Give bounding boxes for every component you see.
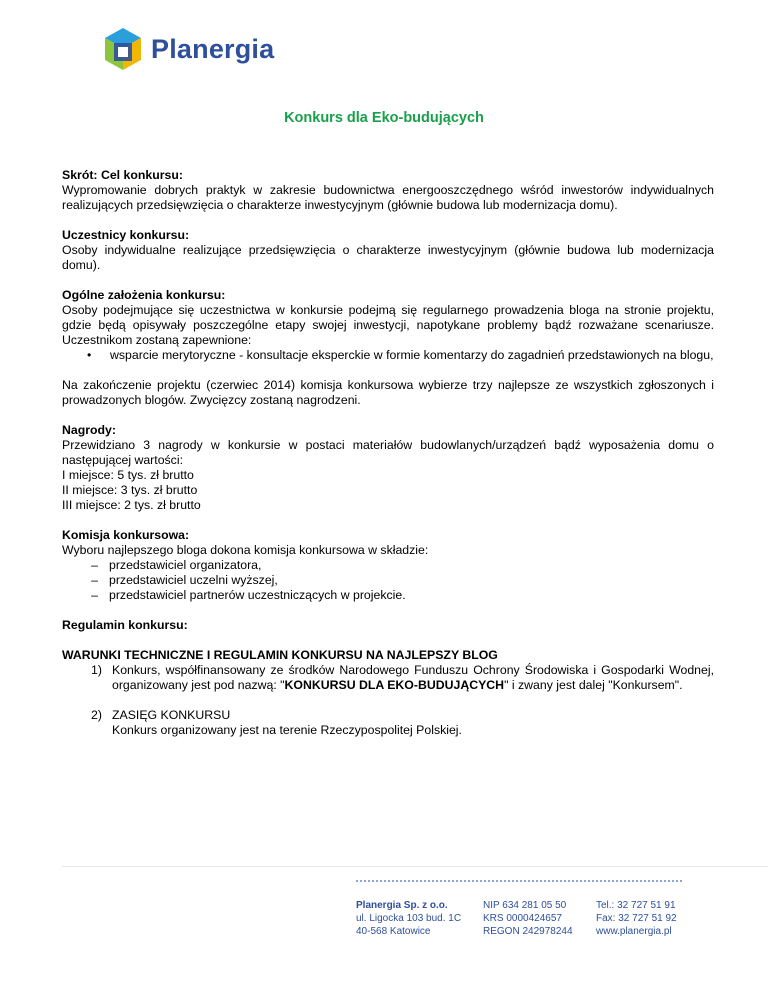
bullet-text: wsparcie merytoryczne - konsultacje eksperckie w formie komentarzy do zagadnień przedstawionych na blogu, xyxy=(110,348,714,362)
bullet-marker: • xyxy=(87,348,92,362)
section-text: Na zakończenie projektu (czerwiec 2014) komisja konkursowa wybierze trzy najlepsze ze wszystkich zgłoszonych i prowadzonych blogów. Zwycięzcy zostaną nagrodzeni. xyxy=(62,378,714,407)
prize-item: III miejsce: 2 tys. zł brutto xyxy=(62,498,201,512)
committee-item-text: przedstawiciel partnerów uczestniczących w projekcie. xyxy=(109,588,406,602)
document-body xyxy=(62,168,714,753)
bullet-item xyxy=(62,348,714,363)
footer-registry xyxy=(483,899,573,938)
section-ogolne xyxy=(62,288,714,363)
item-number: 1) xyxy=(91,663,102,677)
section-title: Regulamin konkursu: xyxy=(62,618,188,632)
item-number: 2) xyxy=(91,708,102,722)
footer-line: ul. Ligocka 103 bud. 1C xyxy=(356,913,462,924)
section-title: Uczestnicy konkursu: xyxy=(62,228,190,242)
footer-line: www.planergia.pl xyxy=(596,926,672,937)
section-text: Osoby podejmujące się uczestnictwa w konkursie podejmą się regularnego prowadzenia bloga na stronie projektu, gdzie będą opisywały poszczególne etapy swojej inwestycji, napotykane problemy bądź rozważane scenariusze. Uczestnikom zostaną zapewnione: xyxy=(62,303,714,347)
dash-marker: – xyxy=(91,573,98,587)
logo xyxy=(101,26,274,72)
section-title: Nagrody: xyxy=(62,423,116,437)
footer-line: Planergia Sp. z o.o. xyxy=(356,900,448,911)
section-title: Ogólne założenia konkursu: xyxy=(62,288,226,302)
item-title: ZASIĘG KONKURSU xyxy=(112,708,231,722)
section-zakonczenie xyxy=(62,378,714,408)
committee-item xyxy=(62,588,714,603)
footer-line: NIP 634 281 05 50 xyxy=(483,900,567,911)
page-title: Konkurs dla Eko-budujących xyxy=(284,110,484,126)
committee-item-text: przedstawiciel organizatora, xyxy=(109,558,262,572)
section-title: WARUNKI TECHNICZNE I REGULAMIN KONKURSU NA NAJLEPSZY BLOG xyxy=(62,648,498,662)
planergia-logo-icon xyxy=(101,26,145,72)
numbered-item xyxy=(62,708,714,738)
prize-item: I miejsce: 5 tys. zł brutto xyxy=(62,468,194,482)
section-nagrody xyxy=(62,423,714,513)
committee-item-text: przedstawiciel uczelni wyższej, xyxy=(109,573,278,587)
section-warunki xyxy=(62,648,714,738)
footer-line: KRS 0000424657 xyxy=(483,913,562,924)
logo-text: Planergia xyxy=(151,33,275,64)
footer-company xyxy=(356,899,461,938)
item-text: Konkurs organizowany jest na terenie Rzeczypospolitej Polskiej. xyxy=(112,723,462,737)
dash-marker: – xyxy=(91,558,98,572)
section-text: Wyboru najlepszego bloga dokona komisja konkursowa w składzie: xyxy=(62,543,429,557)
section-text: Osoby indywidualne realizujące przedsięwzięcia o charakterze inwestycyjnym (głównie budowa lub modernizacja domu). xyxy=(62,243,714,272)
footer-divider xyxy=(62,866,768,867)
footer-line: REGON 242978244 xyxy=(483,926,573,937)
item-text-b: " i zwany jest dalej "Konkursem". xyxy=(504,678,683,692)
section-komisja xyxy=(62,528,714,603)
footer-dotted-line xyxy=(356,880,682,882)
footer-line: Fax: 32 727 51 92 xyxy=(596,913,677,924)
footer-line: 40-568 Katowice xyxy=(356,926,431,937)
section-title: Skrót: Cel konkursu: xyxy=(62,168,183,182)
item-text-bold: KONKURSU DLA EKO-BUDUJĄCYCH xyxy=(284,678,505,692)
footer-contact xyxy=(596,899,677,938)
section-regulamin xyxy=(62,618,714,633)
section-text: Wypromowanie dobrych praktyk w zakresie budownictwa energooszczędnego wśród inwestorów indywidualnych realizujących przedsięwzięcia o charakterze inwestycyjnym (głównie budowa lub modernizacja domu). xyxy=(62,183,714,212)
committee-item xyxy=(62,558,714,573)
item-text-a: Konkurs, współfinansowany ze środków Narodowego Funduszu Ochrony Środowiska i Gospodarki Wodnej, organizowany jest pod nazwą: " xyxy=(112,663,714,692)
footer-line: Tel.: 32 727 51 91 xyxy=(596,900,676,911)
committee-item xyxy=(62,573,714,588)
section-title: Komisja konkursowa: xyxy=(62,528,190,542)
numbered-item xyxy=(62,663,714,693)
section-uczestnicy xyxy=(62,228,714,273)
section-skrot xyxy=(62,168,714,213)
section-text: Przewidziano 3 nagrody w konkursie w postaci materiałów budowlanych/urządzeń bądź wyposażenia domu o następującej wartości: xyxy=(62,438,714,467)
prize-item: II miejsce: 3 tys. zł brutto xyxy=(62,483,198,497)
dash-marker: – xyxy=(91,588,98,602)
